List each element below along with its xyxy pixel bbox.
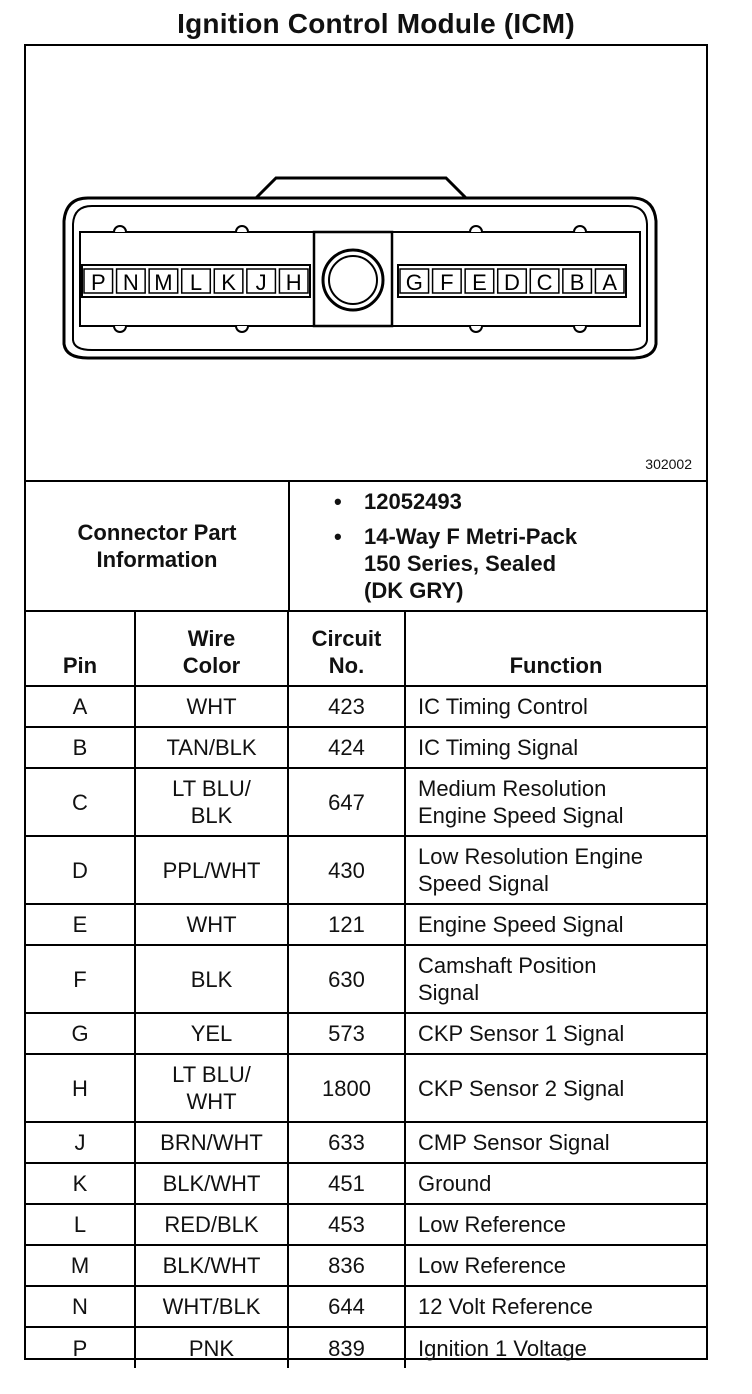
circuit-no-cell: 644 [288,1286,405,1327]
pin-cell: B [26,727,135,768]
part-number: 12052493 [364,489,462,514]
wire-color-cell: PPL/WHT [135,836,288,904]
circuit-no-cell: 451 [288,1163,405,1204]
pin-cell: J [26,1122,135,1163]
right-pin-row [400,269,624,295]
pin-letter-d: D [504,270,520,295]
connector-type-item [290,523,700,604]
pin-cell: H [26,1054,135,1122]
pin-letter-c: C [536,270,553,295]
function-cell: CMP Sensor Signal [405,1122,706,1163]
pin-cell: A [26,686,135,727]
table-row [26,768,706,836]
pin-letter-p: P [90,270,106,295]
circuit-no-cell: 839 [288,1327,405,1368]
table-row [26,945,706,1013]
function-cell: 12 Volt Reference [405,1286,706,1327]
table-row [26,1054,706,1122]
wire-color-cell: WHT/BLK [135,1286,288,1327]
table-row [26,1204,706,1245]
wire-color-cell: TAN/BLK [135,727,288,768]
wire-color-cell: BRN/WHT [135,1122,288,1163]
table-row [26,904,706,945]
pin-letter-h: H [285,270,302,295]
pin-cell: K [26,1163,135,1204]
wire-color-cell: WHT [135,686,288,727]
connector-face-drawing [26,46,706,480]
wire-color-cell: LT BLU/ WHT [135,1054,288,1122]
bullet-marker: • [334,489,342,514]
pin-letter-j: J [255,270,267,295]
page-title: Ignition Control Module (ICM) [177,8,575,39]
table-row [26,1163,706,1204]
function-cell: Low Reference [405,1204,706,1245]
pin-cell: L [26,1204,135,1245]
connector-part-details [290,488,700,612]
function-cell: Low Reference [405,1245,706,1286]
circuit-no-cell: 630 [288,945,405,1013]
pin-cell: E [26,904,135,945]
circuit-no-cell: 836 [288,1245,405,1286]
wire-color-cell: LT BLU/ BLK [135,768,288,836]
header-function: Function [405,612,706,686]
function-cell: Ignition 1 Voltage [405,1327,706,1368]
table-row [26,1327,706,1368]
pinout-table-body [26,686,706,1368]
circuit-no-cell: 647 [288,768,405,836]
pin-letter-k: K [221,270,236,295]
wire-color-cell: PNK [135,1327,288,1368]
wire-color-cell: BLK/WHT [135,1245,288,1286]
header-pin: Pin [26,612,135,686]
function-cell: CKP Sensor 1 Signal [405,1013,706,1054]
pin-cell: D [26,836,135,904]
bullet-marker: • [334,524,342,549]
table-row [26,727,706,768]
circuit-no-cell: 423 [288,686,405,727]
table-row [26,1245,706,1286]
pin-cell: G [26,1013,135,1054]
pin-letter-l: L [189,270,203,295]
connector-type: 14-Way F Metri-Pack 150 Series, Sealed (DK GRY) [364,524,578,603]
circuit-no-cell: 1800 [288,1054,405,1122]
figure-id: 302002 [645,456,692,472]
table-row [26,836,706,904]
header-circuit-no: Circuit No. [288,612,405,686]
wire-color-cell: RED/BLK [135,1204,288,1245]
table-row [26,1122,706,1163]
circuit-no-cell: 633 [288,1122,405,1163]
pin-cell: P [26,1327,135,1368]
wire-color-cell: WHT [135,904,288,945]
function-cell: IC Timing Signal [405,727,706,768]
circuit-no-cell: 121 [288,904,405,945]
table-row [26,686,706,727]
pin-letter-b: B [569,270,585,295]
function-cell: Medium Resolution Engine Speed Signal [405,768,706,836]
pin-letter-e: E [472,270,487,295]
pin-cell: F [26,945,135,1013]
pin-letter-a: A [602,270,618,295]
connector-part-label [26,482,290,610]
pin-cell: N [26,1286,135,1327]
connector-part-label-line2: Information [96,547,218,572]
left-pin-row [84,269,308,295]
connector-diagram [26,46,706,480]
function-cell: Engine Speed Signal [405,904,706,945]
circuit-no-cell: 573 [288,1013,405,1054]
wire-color-cell: BLK/WHT [135,1163,288,1204]
header-wire-color: Wire Color [135,612,288,686]
function-cell: Camshaft Position Signal [405,945,706,1013]
pin-cell: C [26,768,135,836]
table-row [26,1286,706,1327]
connector-part-label-line1: Connector Part [77,520,237,545]
function-cell: Ground [405,1163,706,1204]
function-cell: IC Timing Control [405,686,706,727]
pinout-table [26,612,706,1368]
part-number-item [290,488,700,515]
circuit-no-cell: 424 [288,727,405,768]
connector-part-info-row [26,480,706,612]
table-header-row [26,612,706,686]
wire-color-cell: YEL [135,1013,288,1054]
pin-letter-f: F [440,270,454,295]
function-cell: CKP Sensor 2 Signal [405,1054,706,1122]
circuit-no-cell: 453 [288,1204,405,1245]
pin-letter-g: G [405,270,423,295]
pin-letter-n: N [122,270,139,295]
pinout-frame [24,44,708,1360]
circuit-no-cell: 430 [288,836,405,904]
pin-letter-m: M [154,270,173,295]
table-row [26,1013,706,1054]
function-cell: Low Resolution Engine Speed Signal [405,836,706,904]
wire-color-cell: BLK [135,945,288,1013]
pin-cell: M [26,1245,135,1286]
